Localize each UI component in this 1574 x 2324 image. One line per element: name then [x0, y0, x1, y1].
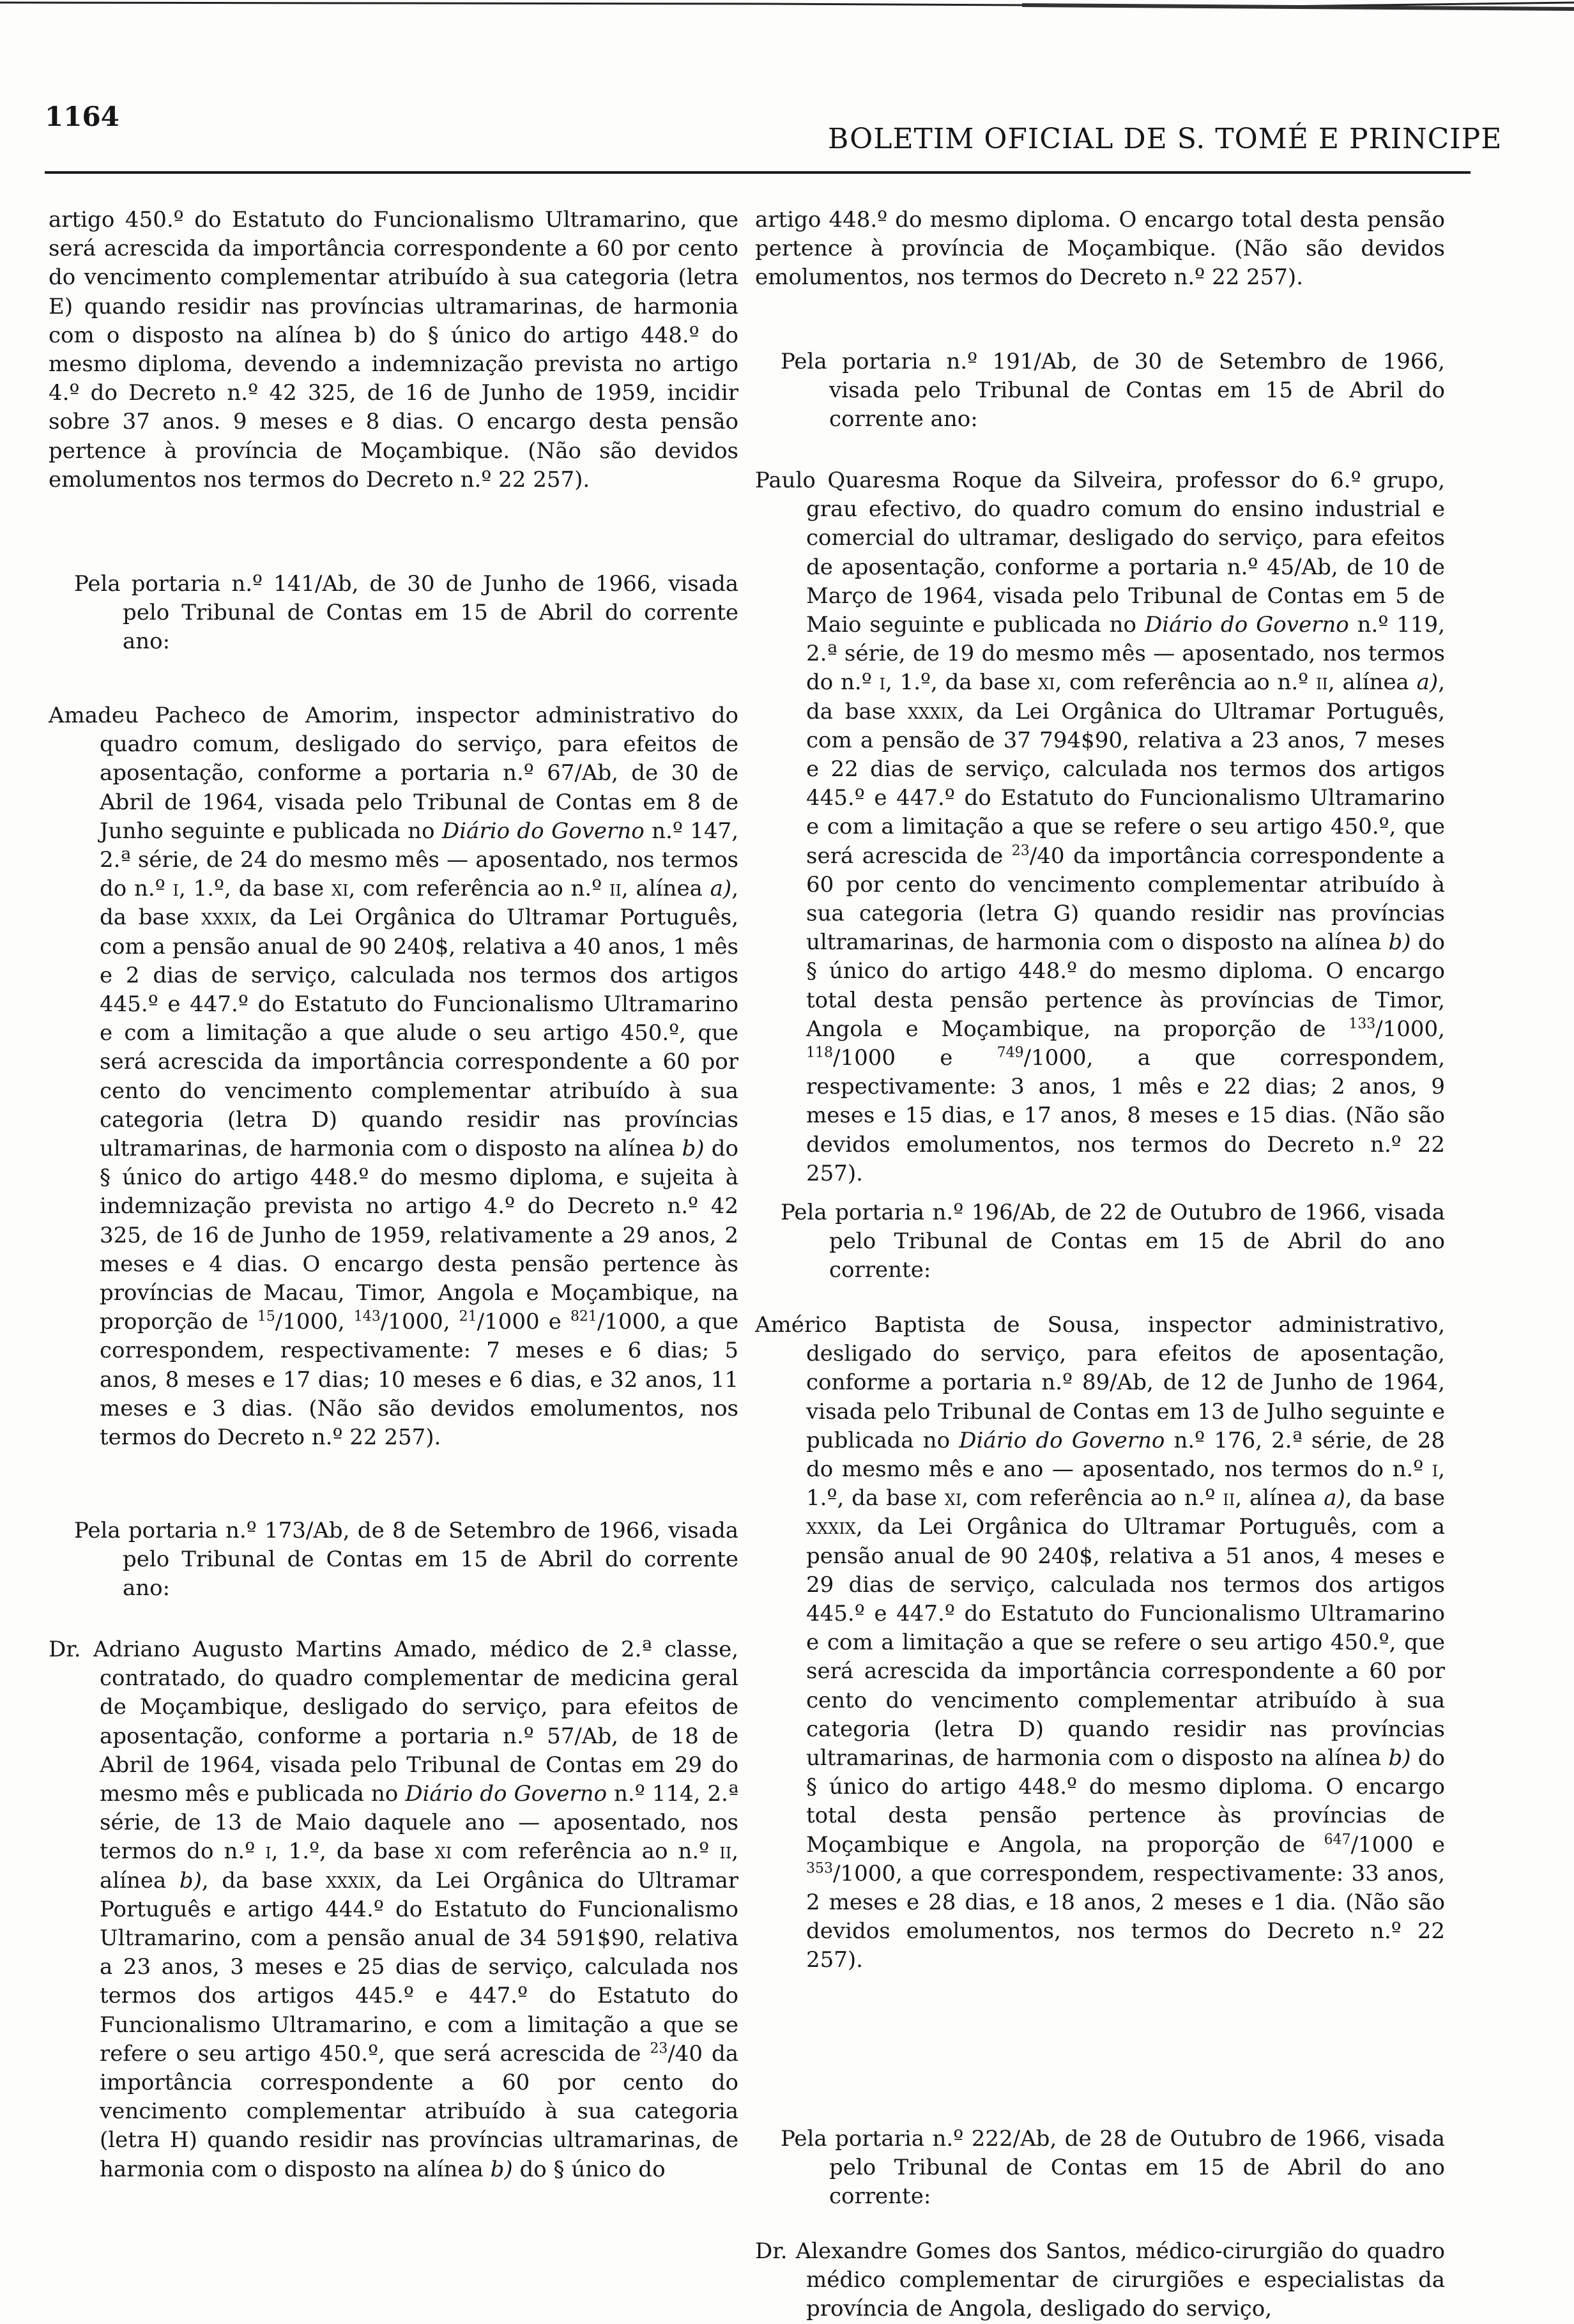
- right-column: [755, 206, 1445, 2324]
- portaria-191-heading: Pela portaria n.º 191/Ab, de 30 de Setembro de 1966, visada pelo Tribunal de Contas em 15 de Abril do corrente ano:: [781, 349, 1445, 432]
- entry-paulo-quaresma-roque-da-silveira: Paulo Quaresma Roque da Silveira, professor do 6.º grupo, grau efectivo, do quadro comum do ensino industrial e comercial do ultramar, desligado do serviço, para efeitos de aposentação, conforme a portaria n.º 45/Ab, de 10 de Março de 1964, visada pelo Tribunal de Contas em 5 de Maio seguinte e publicada no Diário do Governo n.º 119, 2.ª série, de 19 do mesmo mês — aposentado, nos termos do n.º i, 1.º, da base xi, com referência ao n.º ii, alínea a), da base xxxix, da Lei Orgânica do Ultramar Português, com a pensão de 37 794$90, relativa a 23 anos, 7 meses e 22 dias de serviço, calculada nos termos dos artigos 445.º e 447.º do Estatuto do Funcionalismo Ultramarino e com a limitação a que se refere o seu artigo 450.º, que será acrescida de $^{23}$/40 da importância correspondente a 60 por cento do vencimento complementar atribuído à sua categoria (letra G) quando residir nas províncias ultramarinas, de harmonia com o disposto na alínea b) do § único do artigo 448.º do mesmo diploma. O encargo total desta pensão pertence às províncias de Timor, Angola e Moçambique, na proporção de $^{133}$/1000, $^{118}$/1000 e $^{749}$/1000, a que correspondem, respectivamente: 3 anos, 1 mês e 22 dias; 2 anos, 9 meses e 15 dias, e 17 anos, 8 meses e 15 dias. (Não são devidos emolumentos, nos termos do Decreto n.º 22 257).: [755, 468, 1446, 1186]
- continued-entry-paragraph: artigo 450.º do Estatuto do Funcionalismo Ultramarino, que será acrescida da importância correspondente a 60 por cento do vencimento complementar atribuído à sua categoria (letra E) quando residir nas províncias ultramarinas, de harmonia com o disposto na alínea b) do § único do artigo 448.º do mesmo diploma, devendo a indemnização prevista no artigo 4.º do Decreto n.º 42 325, de 16 de Junho de 1959, incidir sobre 37 anos. 9 meses e 8 dias. O encargo desta pensão pertence à província de Moçambique. (Não são devidos emolumentos nos termos do Decreto n.º 22 257).: [49, 207, 738, 493]
- portaria-141-heading: Pela portaria n.º 141/Ab, de 30 de Junho de 1966, visada pelo Tribunal de Contas em 15 de Abril do corrente ano:: [74, 571, 738, 655]
- entry-adriano-augusto-martins-amado: Dr. Adriano Augusto Martins Amado, médico de 2.ª classe, contratado, do quadro complementar de medicina geral de Moçambique, desligado do serviço, para efeitos de aposentação, conforme a portaria n.º 57/Ab, de 18 de Abril de 1964, visada pelo Tribunal de Contas em 29 do mesmo mês e publicada no Diário do Governo n.º 114, 2.ª série, de 13 de Maio daquele ano — aposentado, nos termos do n.º i, 1.º, da base xi com referência ao n.º ii, alínea b), da base xxxix, da Lei Orgânica do Ultramar Português e artigo 444.º do Estatuto do Funcionalismo Ultramarino, com a pensão anual de 34 591$90, relativa a 23 anos, 3 meses e 25 dias de serviço, calculada nos termos dos artigos 445.º e 447.º do Estatuto do Funcionalismo Ultramarino, e com a limitação a que se refere o seu artigo 450.º, que será acrescida de $^{23}$/40 da importância correspondente a 60 por cento do vencimento complementar atribuído à sua categoria (letra H) quando residir nas províncias ultramarinas, de harmonia com o disposto na alínea b) do § único do: [49, 1637, 739, 2182]
- page-number: 1164: [45, 101, 119, 132]
- portaria-173-heading: Pela portaria n.º 173/Ab, de 8 de Setembro de 1966, visada pelo Tribunal de Contas em 15 de Abril do corrente ano:: [74, 1518, 738, 1602]
- portaria-196-heading: Pela portaria n.º 196/Ab, de 22 de Outubro de 1966, visada pelo Tribunal de Contas em 15 de Abril do ano corrente:: [781, 1200, 1445, 1283]
- journal-title: BOLETIM OFICIAL DE S. TOMÉ E PRINCIPE: [828, 123, 1502, 155]
- top-border-scan-line: [0, 0, 1574, 14]
- continued-entry-paragraph-right: artigo 448.º do mesmo diploma. O encargo total desta pensão pertence à província de Moçambique. (Não são devidos emolumentos, nos termos do Decreto n.º 22 257).: [755, 207, 1445, 291]
- entry-americo-baptista-de-sousa: Américo Baptista de Sousa, inspector administrativo, desligado do serviço, para efeitos de aposentação, conforme a portaria n.º 89/Ab, de 12 de Junho de 1964, visada pelo Tribunal de Contas em 13 de Julho seguinte e publicada no Diário do Governo n.º 176, 2.ª série, de 28 do mesmo mês e ano — aposentado, nos termos do n.º i, 1.º, da base xi, com referência ao n.º ii, alínea a), da base xxxix, da Lei Orgânica do Ultramar Português, com a pensão anual de 90 240$, relativa a 51 anos, 4 meses e 29 dias de serviço, calculada nos termos dos artigos 445.º e 447.º do Estatuto do Funcionalismo Ultramarino e com a limitação a que se refere o seu artigo 450.º, que será acrescida da importância correspondente a 60 por cento do vencimento complementar atribuído à sua categoria (letra D) quando residir nas províncias ultramarinas, de harmonia com o disposto na alínea b) do § único do artigo 448.º do mesmo diploma. O encargo total desta pensão pertence às províncias de Moçambique e Angola, na proporção de $^{647}$/1000 e $^{353}$/1000, a que correspondem, respectivamente: 33 anos, 2 meses e 28 dias, e 18 anos, 2 meses e 1 dia. (Não são devidos emolumentos, nos termos do Decreto n.º 22 257).: [755, 1312, 1446, 1973]
- left-column: [49, 206, 738, 2184]
- entry-amadeu-pacheco-de-amorim: Amadeu Pacheco de Amorim, inspector administrativo do quadro comum, desligado do serviço, para efeitos de aposentação, conforme a portaria n.º 67/Ab, de 30 de Abril de 1964, visada pelo Tribunal de Contas em 8 de Junho seguinte e publicada no Diário do Governo n.º 147, 2.ª série, de 24 do mesmo mês — aposentado, nos termos do n.º i, 1.º, da base xi, com referência ao n.º ii, alínea a), da base xxxix, da Lei Orgânica do Ultramar Português, com a pensão anual de 90 240$, relativa a 40 anos, 1 mês e 2 dias de serviço, calculada nos termos dos artigos 445.º e 447.º do Estatuto do Funcionalismo Ultramarino e com a limitação a que alude o seu artigo 450.º, que será acrescida da importância correspondente a 60 por cento do vencimento complementar atribuído à sua categoria (letra D) quando residir nas províncias ultramarinas, de harmonia com o disposto na alínea b) do § único do artigo 448.º do mesmo diploma, e sujeita à indemnização prevista no artigo 4.º do Decreto n.º 42 325, de 16 de Junho de 1959, relativamente a 29 anos, 2 meses e 4 dias. O encargo desta pensão pertence às províncias de Macau, Timor, Angola e Moçambique, na proporção de $^{15}$/1000, $^{143}$/1000, $^{21}$/1000 e $^{821}$/1000, a que correspondem, respectivamente: 7 meses e 6 dias; 5 anos, 8 meses e 17 dias; 10 meses e 6 dias, e 32 anos, 11 meses e 3 dias. (Não são devidos emolumentos, nos termos do Decreto n.º 22 257).: [49, 703, 738, 1451]
- portaria-222-heading: Pela portaria n.º 222/Ab, de 28 de Outubro de 1966, visada pelo Tribunal de Contas em 15 de Abril do ano corrente:: [781, 2126, 1445, 2210]
- entry-alexandre-gomes-dos-santos: Dr. Alexandre Gomes dos Santos, médico-cirurgião do quadro médico complementar de cirurgiões e especialistas da província de Angola, desligado do serviço,: [755, 2238, 1445, 2322]
- header-rule: [45, 171, 1471, 174]
